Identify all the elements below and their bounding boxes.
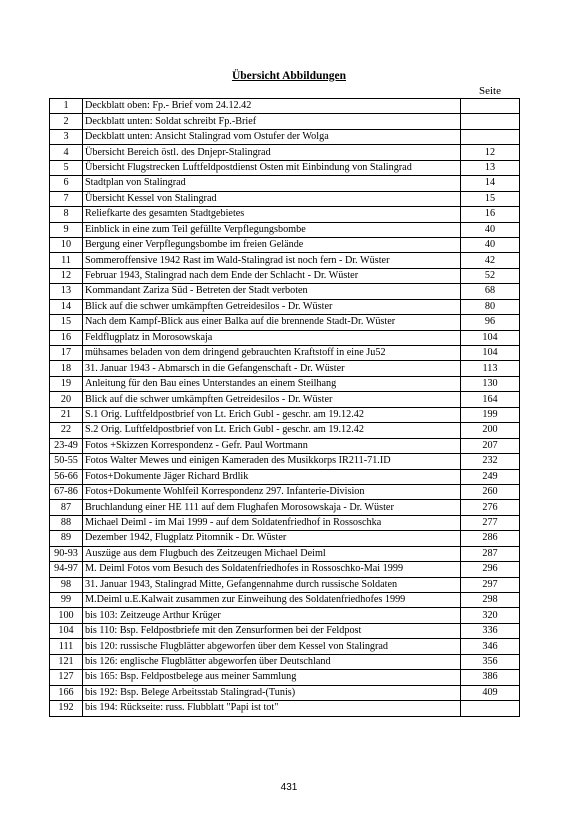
table-row [50,99,520,114]
page-reference: 104 [461,330,520,345]
figure-number: 20 [50,392,83,407]
page-reference: 386 [461,670,520,685]
page-reference: 40 [461,222,520,237]
table-row [50,346,520,361]
table-row [50,176,520,191]
figure-description: Stadtplan von Stalingrad [83,176,461,191]
table-row [50,330,520,345]
figure-description: S.1 Orig. Luftfeldpostbrief von Lt. Erich Gubl - geschr. am 19.12.42 [83,407,461,422]
page-reference: 297 [461,577,520,592]
figure-description: bis 110: Bsp. Feldpostbriefe mit den Zensurformen bei der Feldpost [83,623,461,638]
figure-number: 2 [50,114,83,129]
table-row [50,253,520,268]
table-row [50,577,520,592]
figure-number: 166 [50,685,83,700]
figure-number: 9 [50,222,83,237]
page-reference: 14 [461,176,520,191]
figure-number: 67-86 [50,484,83,499]
table-row [50,423,520,438]
figure-number: 14 [50,299,83,314]
figure-number: 18 [50,361,83,376]
figure-description: bis 192: Bsp. Belege Arbeitsstab Stalingrad-(Tunis) [83,685,461,700]
figure-index-table [49,98,520,717]
table-row [50,315,520,330]
figure-description: Reliefkarte des gesamten Stadtgebietes [83,207,461,222]
page-reference: 409 [461,685,520,700]
figure-description: Bruchlandung einer HE 111 auf dem Flughafen Morosowskaja - Dr. Wüster [83,500,461,515]
page-reference: 164 [461,392,520,407]
figure-description: bis 194: Rückseite: russ. Flubblatt "Papi ist tot" [83,701,461,716]
page-reference: 113 [461,361,520,376]
table-row [50,469,520,484]
page-reference: 104 [461,346,520,361]
figure-description: mühsames beladen von dem dringend gebrauchten Kraftstoff in eine Ju52 [83,346,461,361]
table-row [50,160,520,175]
table-row [50,438,520,453]
figure-description: Auszüge aus dem Flugbuch des Zeitzeugen Michael Deiml [83,546,461,561]
page-reference: 232 [461,454,520,469]
table-row [50,639,520,654]
figure-description: Deckblatt oben: Fp.- Brief vom 24.12.42 [83,99,461,114]
table-row [50,376,520,391]
figure-description: Fotos +Skizzen Korrespondenz - Gefr. Paul Wortmann [83,438,461,453]
table-row [50,454,520,469]
figure-number: 19 [50,376,83,391]
table-row [50,608,520,623]
figure-number: 23-49 [50,438,83,453]
figure-number: 13 [50,284,83,299]
page-reference: 287 [461,546,520,561]
page-number: 431 [280,782,298,793]
figure-number: 7 [50,191,83,206]
figure-description: Dezember 1942, Flugplatz Pitomnik - Dr. Wüster [83,531,461,546]
table-row [50,701,520,716]
figure-number: 15 [50,315,83,330]
figure-number: 16 [50,330,83,345]
table-row [50,546,520,561]
page-reference: 356 [461,654,520,669]
page-reference: 68 [461,284,520,299]
page-reference [461,129,520,144]
page-reference: 249 [461,469,520,484]
figure-description: bis 165: Bsp. Feldpostbelege aus meiner Sammlung [83,670,461,685]
figure-description: bis 120: russische Flugblätter abgeworfen über dem Kessel von Stalingrad [83,639,461,654]
page-reference: 260 [461,484,520,499]
table-row [50,207,520,222]
page-reference: 298 [461,593,520,608]
figure-number: 99 [50,593,83,608]
figure-description: Übersicht Bereich östl. des Dnjepr-Stalingrad [83,145,461,160]
figure-description: Kommandant Zariza Süd - Betreten der Stadt verboten [83,284,461,299]
figure-number: 89 [50,531,83,546]
table-row [50,685,520,700]
page-reference: 12 [461,145,520,160]
figure-description: Übersicht Flugstrecken Luftfeldpostdienst Osten mit Einbindung von Stalingrad [83,160,461,175]
page-reference: 52 [461,268,520,283]
table-row [50,670,520,685]
table-row [50,237,520,252]
page-title: Übersicht Abbildungen [231,70,347,82]
figure-number: 17 [50,346,83,361]
page-reference: 96 [461,315,520,330]
figure-description: Fotos Walter Mewes und einigen Kameraden des Musikkorps IR211-71.ID [83,454,461,469]
table-row [50,562,520,577]
page-reference: 199 [461,407,520,422]
figure-number: 111 [50,639,83,654]
page-reference: 13 [461,160,520,175]
figure-number: 127 [50,670,83,685]
figure-number: 5 [50,160,83,175]
table-row [50,407,520,422]
column-header-seite: Seite [479,85,501,97]
figure-description: Blick auf die schwer umkämpften Getreidesilos - Dr. Wüster [83,299,461,314]
page-reference: 200 [461,423,520,438]
table-row [50,515,520,530]
figure-number: 192 [50,701,83,716]
figure-number: 121 [50,654,83,669]
figure-number: 88 [50,515,83,530]
figure-description: Übersicht Kessel von Stalingrad [83,191,461,206]
figure-number: 87 [50,500,83,515]
figure-number: 4 [50,145,83,160]
figure-description: M.Deiml u.E.Kalwait zusammen zur Einweihung des Soldatenfriedhofes 1999 [83,593,461,608]
figure-description: Sommeroffensive 1942 Rast im Wald-Stalingrad ist noch fern - Dr. Wüster [83,253,461,268]
figure-description: 31. Januar 1943, Stalingrad Mitte, Gefangennahme durch russische Soldaten [83,577,461,592]
figure-description: Deckblatt unten: Ansicht Stalingrad vom Ostufer der Wolga [83,129,461,144]
figure-number: 22 [50,423,83,438]
figure-description: bis 126: englische Flugblätter abgeworfen über Deutschland [83,654,461,669]
page-reference: 320 [461,608,520,623]
table-row [50,500,520,515]
table-row [50,361,520,376]
figure-number: 8 [50,207,83,222]
figure-number: 100 [50,608,83,623]
figure-description: Februar 1943, Stalingrad nach dem Ende der Schlacht - Dr. Wüster [83,268,461,283]
page-reference: 276 [461,500,520,515]
table-row [50,114,520,129]
figure-number: 94-97 [50,562,83,577]
table-row [50,623,520,638]
page-reference: 16 [461,207,520,222]
table-row [50,392,520,407]
figure-number: 1 [50,99,83,114]
table-row [50,654,520,669]
figure-description: Einblick in eine zum Teil gefüllte Verpflegungsbombe [83,222,461,237]
page-reference: 80 [461,299,520,314]
figure-number: 98 [50,577,83,592]
page-reference: 277 [461,515,520,530]
page-reference: 207 [461,438,520,453]
page-reference: 346 [461,639,520,654]
figure-number: 6 [50,176,83,191]
figure-description: Deckblatt unten: Soldat schreibt Fp.-Brief [83,114,461,129]
figure-number: 21 [50,407,83,422]
page-reference: 286 [461,531,520,546]
page-reference: 15 [461,191,520,206]
page-reference: 42 [461,253,520,268]
figure-description: Fotos+Dokumente Wohlfeil Korrespondenz 297. Infanterie-Division [83,484,461,499]
figure-description: M. Deiml Fotos vom Besuch des Soldatenfriedhofes in Rossoschko-Mai 1999 [83,562,461,577]
table-row [50,484,520,499]
figure-description: Feldflugplatz in Morosowskaja [83,330,461,345]
page-reference: 336 [461,623,520,638]
page-reference [461,99,520,114]
page-reference: 130 [461,376,520,391]
table-row [50,268,520,283]
page-reference: 40 [461,237,520,252]
figure-description: Michael Deiml - im Mai 1999 - auf dem Soldatenfriedhof in Rossoschka [83,515,461,530]
page-reference [461,114,520,129]
figure-number: 10 [50,237,83,252]
figure-description: Bergung einer Verpflegungsbombe im freien Gelände [83,237,461,252]
table-row [50,129,520,144]
page-reference [461,701,520,716]
figure-description: 31. Januar 1943 - Abmarsch in die Gefangenschaft - Dr. Wüster [83,361,461,376]
figure-number: 12 [50,268,83,283]
figure-description: Nach dem Kampf-Blick aus einer Balka auf die brennende Stadt-Dr. Wüster [83,315,461,330]
table-row [50,191,520,206]
figure-description: S.2 Orig. Luftfeldpostbrief von Lt. Erich Gubl - geschr. am 19.12.42 [83,423,461,438]
figure-description: Anleitung für den Bau eines Unterstandes an einem Steilhang [83,376,461,391]
figure-number: 3 [50,129,83,144]
figure-number: 56-66 [50,469,83,484]
table-row [50,145,520,160]
table-row [50,531,520,546]
table-row [50,222,520,237]
figure-description: bis 103: Zeitzeuge Arthur Krüger [83,608,461,623]
figure-description: Fotos+Dokumente Jäger Richard Brdlik [83,469,461,484]
page-reference: 296 [461,562,520,577]
figure-number: 11 [50,253,83,268]
figure-number: 90-93 [50,546,83,561]
table-row [50,593,520,608]
figure-description: Blick auf die schwer umkämpften Getreidesilos - Dr. Wüster [83,392,461,407]
figure-number: 104 [50,623,83,638]
figure-number: 50-55 [50,454,83,469]
table-row [50,299,520,314]
table-row [50,284,520,299]
